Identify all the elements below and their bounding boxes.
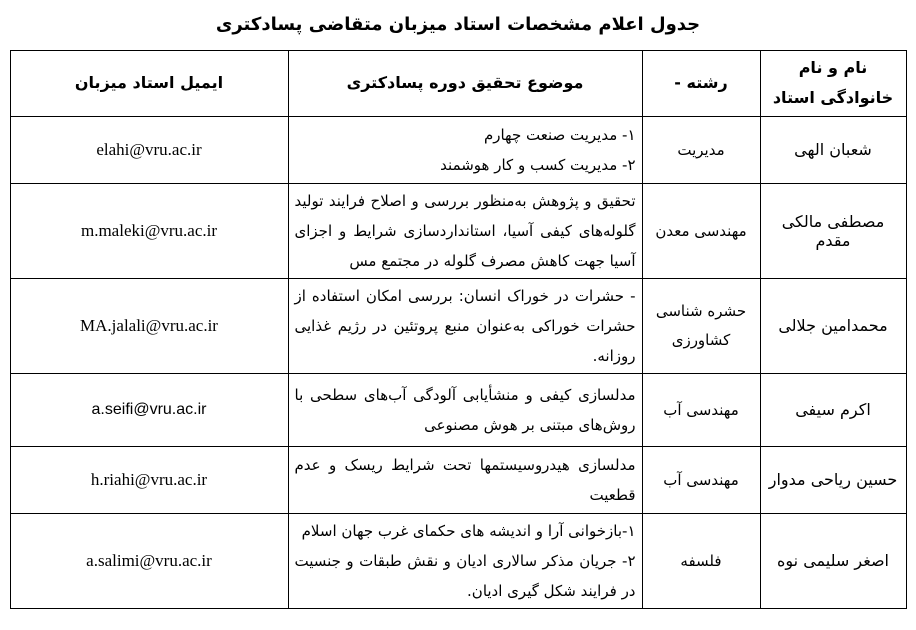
table-body [10,116,906,608]
research-topic-line: ۱- مدیریت صنعت چهارم [483,125,636,144]
email-cell: a.salimi@vru.ac.ir [10,513,288,608]
table-header [10,51,906,117]
research-topic-cell [288,513,642,608]
research-topic-cell [288,183,642,278]
professor-name-cell: اکرم سیفی [760,373,906,446]
email-cell: h.riahi@vru.ac.ir [10,446,288,513]
professor-name-cell: حسین ریاحی مدوار [760,446,906,513]
research-topic-cell [288,373,642,446]
professor-name-cell: شعبان الهی [760,116,906,183]
research-topic-line: مدلسازی کیفی و منشأیابی آلودگی آب‌های سطحی با روش‌های مبتنی بر هوش مصنوعی [294,385,636,434]
email-cell: MA.jalali@vru.ac.ir [10,278,288,373]
table-row [10,446,906,513]
field-cell: مهندسی آب [642,446,760,513]
research-topic-cell [288,446,642,513]
header-row [10,51,906,117]
field-cell: مهندسی آب [642,373,760,446]
field-cell: مدیریت [642,116,760,183]
field-cell: فلسفه [642,513,760,608]
research-topic-line: ۲- مدیریت کسب و کار هوشمند [440,155,636,174]
professor-name-cell: مصطفی مالکی مقدم [760,183,906,278]
research-topic-line: - حشرات در خوراک انسان: بررسی امکان استفاده از حشرات خوراکی به‌عنوان منبع پروتئین در رژیم غذایی روزانه. [294,286,636,365]
page-title: جدول اعلام مشخصات استاد میزبان متقاضی پسادکتری [215,14,701,35]
field-cell: حشره شناسی کشاورزی [642,278,760,373]
table-row [10,116,906,183]
email-cell: m.maleki@vru.ac.ir [10,183,288,278]
table-row [10,373,906,446]
table-row [10,183,906,278]
field-cell: مهندسی معدن [642,183,760,278]
research-topic-line: ۱-بازخوانی آرا و اندیشه های حکمای غرب جهان اسلام [301,521,636,540]
table-row [10,278,906,373]
column-header-field: رشته - [642,51,760,117]
email-cell: a.seifi@vru.ac.ir [10,373,288,446]
table-row [10,513,906,608]
research-topic-line: تحقیق و پژوهش به‌منظور بررسی و اصلاح فرایند تولید گلوله‌های کیفی آسیا، استانداردسازی شرایط و اجزای آسیا جهت کاهش مصرف گلوله در مجتمع مس [294,191,636,270]
column-header-professor-name: نام و نام خانوادگی استاد [760,51,906,117]
research-topic-line: مدلسازی هیدروسیستمها تحت شرایط ریسک و عدم قطعیت [294,455,636,504]
column-header-research-topic: موضوع تحقیق دوره پسادکتری [288,51,642,117]
research-topic-line: ۲- جریان مذکر سالاری ادیان و نقش طبقات و جنسیت در فرایند شکل گیری ادیان. [294,551,636,600]
research-topic-cell [288,278,642,373]
professor-name-cell: اصغر سلیمی نوه [760,513,906,608]
email-cell: elahi@vru.ac.ir [10,116,288,183]
host-professors-table [10,50,907,609]
research-topic-cell [288,116,642,183]
professor-name-cell: محمدامین جلالی [760,278,906,373]
column-header-email: ایمیل استاد میزبان [10,51,288,117]
